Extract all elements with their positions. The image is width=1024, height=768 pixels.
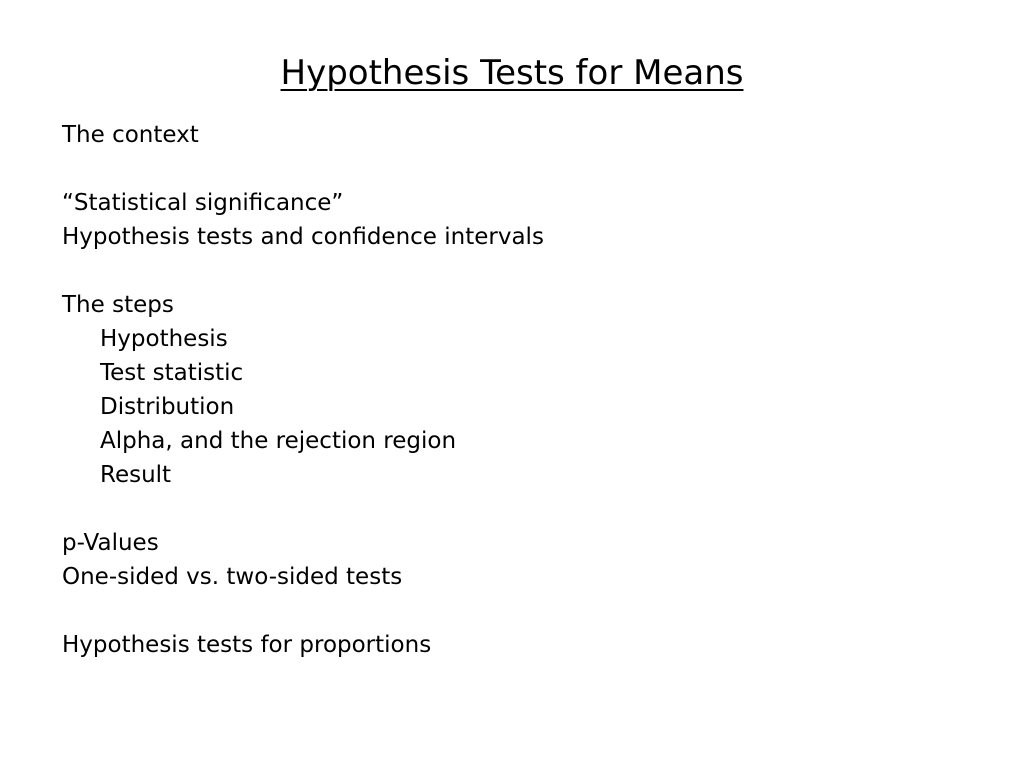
step-hypothesis: Hypothesis bbox=[100, 326, 228, 352]
item-tests-and-intervals: Hypothesis tests and confidence intervals bbox=[62, 224, 544, 250]
spacer bbox=[62, 254, 962, 288]
spacer bbox=[62, 152, 962, 186]
slide-title-text: Hypothesis Tests for Means bbox=[280, 53, 744, 93]
item-one-vs-two-sided: One-sided vs. two-sided tests bbox=[62, 564, 403, 590]
item-proportions: Hypothesis tests for proportions bbox=[62, 632, 432, 658]
item-p-values: p-Values bbox=[62, 530, 159, 556]
item-steps-heading: The steps bbox=[62, 292, 174, 318]
step-distribution: Distribution bbox=[100, 394, 235, 420]
slide-title bbox=[0, 50, 1024, 96]
step-result: Result bbox=[100, 462, 172, 488]
spacer bbox=[62, 492, 962, 526]
step-test-statistic: Test statistic bbox=[100, 360, 244, 386]
item-context: The context bbox=[62, 122, 199, 148]
spacer bbox=[62, 594, 962, 628]
slide-body bbox=[62, 118, 962, 662]
step-alpha-rejection-region: Alpha, and the rejection region bbox=[100, 428, 457, 454]
item-statistical-significance: “Statistical significance” bbox=[62, 190, 344, 216]
